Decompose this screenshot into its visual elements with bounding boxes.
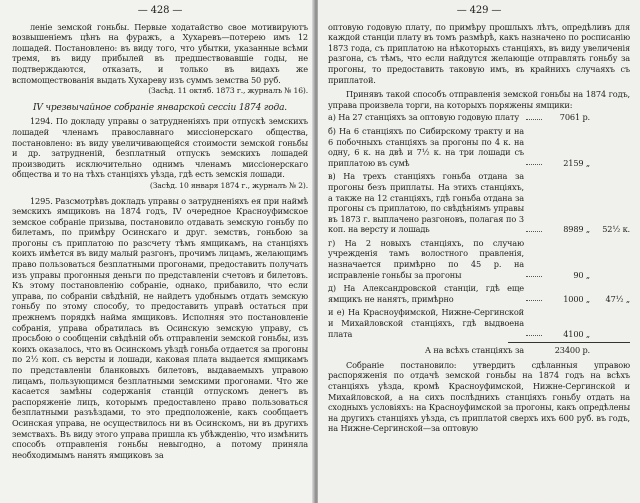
item-text: а) На 27 станціяхъ за оптовую годовую плату <box>328 112 519 123</box>
total-amount: 23400 р. <box>554 345 590 356</box>
sum-rule <box>508 342 630 343</box>
paragraph: леніе земской гоньбы. Первые ходатайство свое мотивируютъ возвышеніемъ цѣнъ на фуражъ, а Хухаревъ—потерею имъ 12 лошадей. Постановлено: въ виду того, что убытки, указанные всѣми тремя, въ виду прибылей въ предшествовавшіе годы, не подтверждаются, отказать, и только въ видахъ же вспомоществованія выдать Хухареву изъ суммъ земства 50 руб. <box>12 21 308 85</box>
paragraph: 1294. По докладу управы о затрудненіяхъ при отпускѣ земскихъ лошадей членамъ православнаго миссіонерскаго общества, постановлено: въ виду увеличивающейся стоимости земской гоньбы и др. затрудненій, безплатный отпускъ земскихъ лошадей производить исключительно однимъ членамъ миссіонерскаго общества и то на тѣхъ станціяхъ уѣзда, гдѣ есть земскія лошади. <box>12 116 308 180</box>
paragraph: Собраніе постановило: утвердить сдѣланныя управою распоряженія по отдачѣ земской гоньбы на 1874 годъ на всѣхъ станціяхъ уѣзда, кромѣ Красноуфимской, Нижне-Сергинской и Михайловской, а на сихъ послѣднихъ станціяхъ гоньбу отдать на сходныхъ условіяхъ: на Красноуфимской за прогоны, какъ опредѣлены на другихъ станціяхъ уѣзда, съ приплатой сверхъ ихъ 600 руб. въ годъ, на Нижне-Сергинской—за оптовую <box>328 359 630 434</box>
item-kopecks: 47½ „ <box>605 293 630 304</box>
list-item <box>328 307 630 339</box>
list-item <box>328 171 630 235</box>
leader-dots <box>526 119 542 120</box>
list-item <box>328 112 630 123</box>
item-text: д) На Александровской станціи, гдѣ еще ямщикъ не нанятъ, примѣрно <box>328 283 524 304</box>
leader-dots <box>526 231 542 232</box>
item-text: г) На 2 новыхъ станціяхъ, по случаю учрежденія тамъ волостного правленія, назначается примѣрно по 45 р. на исправленіе гоньбы за прогоны <box>328 237 524 280</box>
item-amount: 2159 „ <box>563 157 590 168</box>
item-amount: 4100 „ <box>563 328 590 339</box>
item-amount: 90 „ <box>573 269 590 280</box>
item-amount: 1000 „ <box>563 293 590 304</box>
session-reference: (Засѣд. 10 января 1874 г., журналъ № 2). <box>149 180 308 190</box>
section-heading: IV чрезвычайное собраніе январской сессіи 1874 года. <box>32 102 288 113</box>
total-label: А на всѣхъ станціяхъ за <box>424 345 524 356</box>
item-kopecks: 52½ к. <box>602 224 630 235</box>
paragraph: оптовую годовую плату, по примѣру прошлыхъ лѣтъ, опредѣливъ для каждой станціи плату въ томъ размѣрѣ, какъ назначено по росписанію 1873 года, съ приплатою на нѣкоторыхъ станціяхъ, въ виду увеличенія разгона, съ тѣмъ, что если найдутся желающіе отправлять гоньбу за прогоны, то предоставить таковую имъ, въ крайнихъ случаяхъ съ приплатой. <box>328 21 630 85</box>
total-kopecks <box>590 345 630 356</box>
leader-dots <box>526 276 542 277</box>
list-item <box>328 126 630 168</box>
paragraph: 1295. Разсмотрѣвъ докладъ управы о затрудненіяхъ ея при наймѣ земскихъ ямщиковъ на 1874 годъ, IV очередное Красноуфимское земское собраніе призыва, постановило отдавать земскую гоньбу по билетамъ, по примѣру Осинскаго и друг. земствъ, гоньбою за прогоны съ приплатою по разсчету тѣмъ ямщикамъ, на станціяхъ коихъ имѣется въ виду малый разгонъ, прочимъ лицамъ, желающимъ право пользоваться безплатными прогонами, предоставить получать изъ управы прогонныя деньги по представленіи счетовъ и билетовъ. Къ этому постановленію собраніе, однако, прибавило, что если управа, по собраніи свѣдѣній, не найдетъ удобнымъ отдать земскую гоньбу по этому способу, то предоставить управѣ остаться при прежнемъ порядкѣ найма ямщиковъ. Исполняя это постановленіе собранія, управа обратилась въ Осинскую земскую управу, съ просьбою о сообщеніи свѣдѣній объ отправленіи земской гоньбы, изъ коихъ оказалось, что въ Осинскомъ уѣздѣ гоньба отдается за прогоны по 2½ коп. съ версты и лошади, каковая плата выдается ямщикамъ по представленіи бланковыхъ билетовъ, выдаваемыхъ управою лицамъ, пользующимся безплатными земскими прогонами. Что же касается замѣны содержанія станцій отпускомъ денегъ въ распоряженіе лицъ, которымъ предоставлено право пользоваться безплатными разъѣздами, то это предположеніе, какъ сообщаетъ Осинская управа, не осуществилось ни въ Осинскомъ, ни въ другихъ земствахъ. Въ виду этого управа пришла къ убѣжденію, что измѣнить способъ отправленія гоньбы невыгодно, а потому приняла необходимымъ нанять ямщиковъ за <box>12 195 308 460</box>
item-text: в) На трехъ станціяхъ гоньба отдана за прогоны безъ приплаты. На этихъ станціяхъ, а также на 12 станціяхъ, гдѣ гоньба отдана за прогоны съ приплатою, по свѣдѣніямъ управы въ 1873 г. выплачено разгоновъ, полагая по 3 коп. на версту и лошадь <box>328 171 524 235</box>
leader-dots <box>526 164 542 165</box>
page-number-right: — 429 — <box>456 5 502 16</box>
total-row <box>328 345 630 356</box>
session-reference: (Засѣд. 11 октяб. 1873 г., журналъ № 16). <box>148 86 308 96</box>
page-number-left: — 428 — <box>137 5 183 16</box>
payment-list <box>328 112 630 339</box>
leader-dots <box>526 335 542 336</box>
item-amount: 7061 р. <box>559 112 590 123</box>
left-page <box>0 0 316 503</box>
list-item <box>328 283 630 304</box>
paragraph: Принявъ такой способъ отправленія земской гоньбы на 1874 годъ, управа произвела торги, на которыхъ поряжены ямщики: <box>328 89 630 110</box>
item-amount: 8989 „ <box>563 224 590 235</box>
leader-dots <box>526 300 542 301</box>
right-page <box>318 0 640 503</box>
list-item <box>328 238 630 280</box>
item-text: б) На 6 станціяхъ по Сибирскому тракту и на 6 побочныхъ станціяхъ за прогоны по 4 к. на одну, 6 к. на двѣ и 7½ к. на три лошади съ приплатою въ сумѣ <box>328 125 524 168</box>
item-text: и е) На Красноуфимской, Нижне-Сергинской и Михайловской станціяхъ, гдѣ выдвоена плата <box>328 307 524 339</box>
